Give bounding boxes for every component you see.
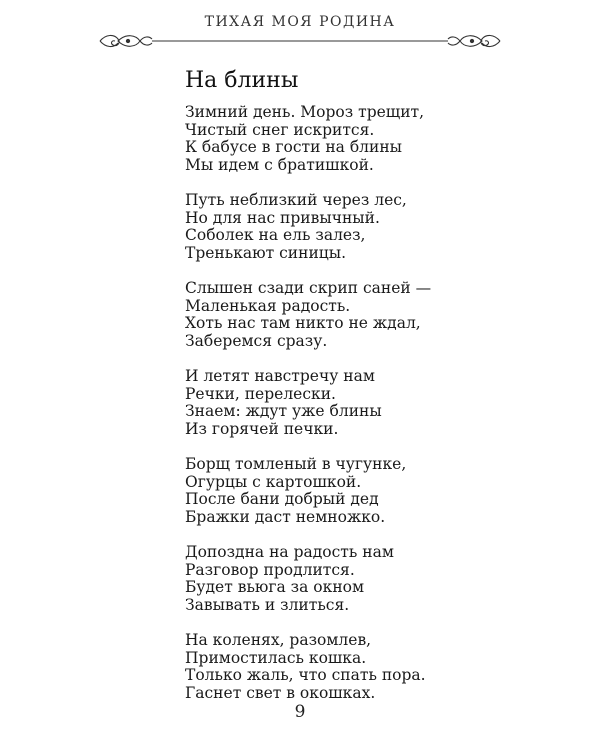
poem-line: Но для нас привычный.	[185, 208, 380, 227]
poem-line: После бани добрый дед	[185, 490, 379, 508]
poem-line: Примостилась кошка.	[185, 648, 367, 667]
poem-line: Бражки даст немножко.	[185, 507, 386, 526]
poem-line: Тренькают синицы.	[185, 243, 347, 262]
poem-line: Зимний день. Мороз трещит,	[185, 103, 425, 121]
poem-line: Маленькая радость.	[185, 296, 351, 315]
poem-line: Гаснет свет в окошках.	[185, 683, 376, 702]
poem-line: Заберемся сразу.	[185, 331, 328, 350]
stanza-2	[185, 192, 431, 262]
poem-line: Слышен сзади скрип саней —	[185, 279, 432, 297]
poem-line: Огурцы с картошкой.	[185, 472, 362, 491]
poem-line: Хоть нас там никто не ждал,	[185, 314, 421, 332]
header-ornament-rule	[0, 28, 600, 54]
stanza-3	[185, 280, 431, 350]
stanza-4	[185, 368, 431, 438]
page-number: 9	[294, 702, 306, 722]
poem-line: Соболек на ель залез,	[185, 226, 366, 244]
poem-line: Разговор продлится.	[185, 560, 355, 579]
poem-line: На коленях, разомлев,	[185, 631, 372, 649]
poem-line: Речки, перелески.	[185, 384, 336, 403]
poem-body	[185, 104, 431, 720]
right-flourish-icon	[448, 35, 500, 46]
poem-line: И летят навстречу нам	[185, 367, 375, 385]
poem-line: К бабусе в гости на блины	[185, 138, 403, 156]
stanza-6	[185, 544, 431, 614]
poem-title: На блины	[185, 68, 299, 93]
left-flourish-icon	[100, 35, 152, 46]
poem-line: Будет вьюга за окном	[185, 578, 365, 596]
poem-line: Путь неблизкий через лес,	[185, 191, 407, 209]
poem-line: Борщ томленый в чугунке,	[185, 455, 407, 473]
stanza-7	[185, 632, 431, 702]
poem-line: Чистый снег искрится.	[185, 120, 375, 139]
poem-line: Из горячей печки.	[185, 419, 339, 438]
poem-line: Только жаль, что спать пора.	[185, 666, 426, 684]
poem-line: Мы идем с братишкой.	[185, 155, 374, 174]
running-header: ТИХАЯ МОЯ РОДИНА	[204, 14, 396, 30]
stanza-1	[185, 104, 431, 174]
poem-line: Допоздна на радость нам	[185, 543, 394, 561]
poem-line: Завывать и злиться.	[185, 595, 350, 614]
stanza-5	[185, 456, 431, 526]
poem-line: Знаем: ждут уже блины	[185, 402, 382, 420]
